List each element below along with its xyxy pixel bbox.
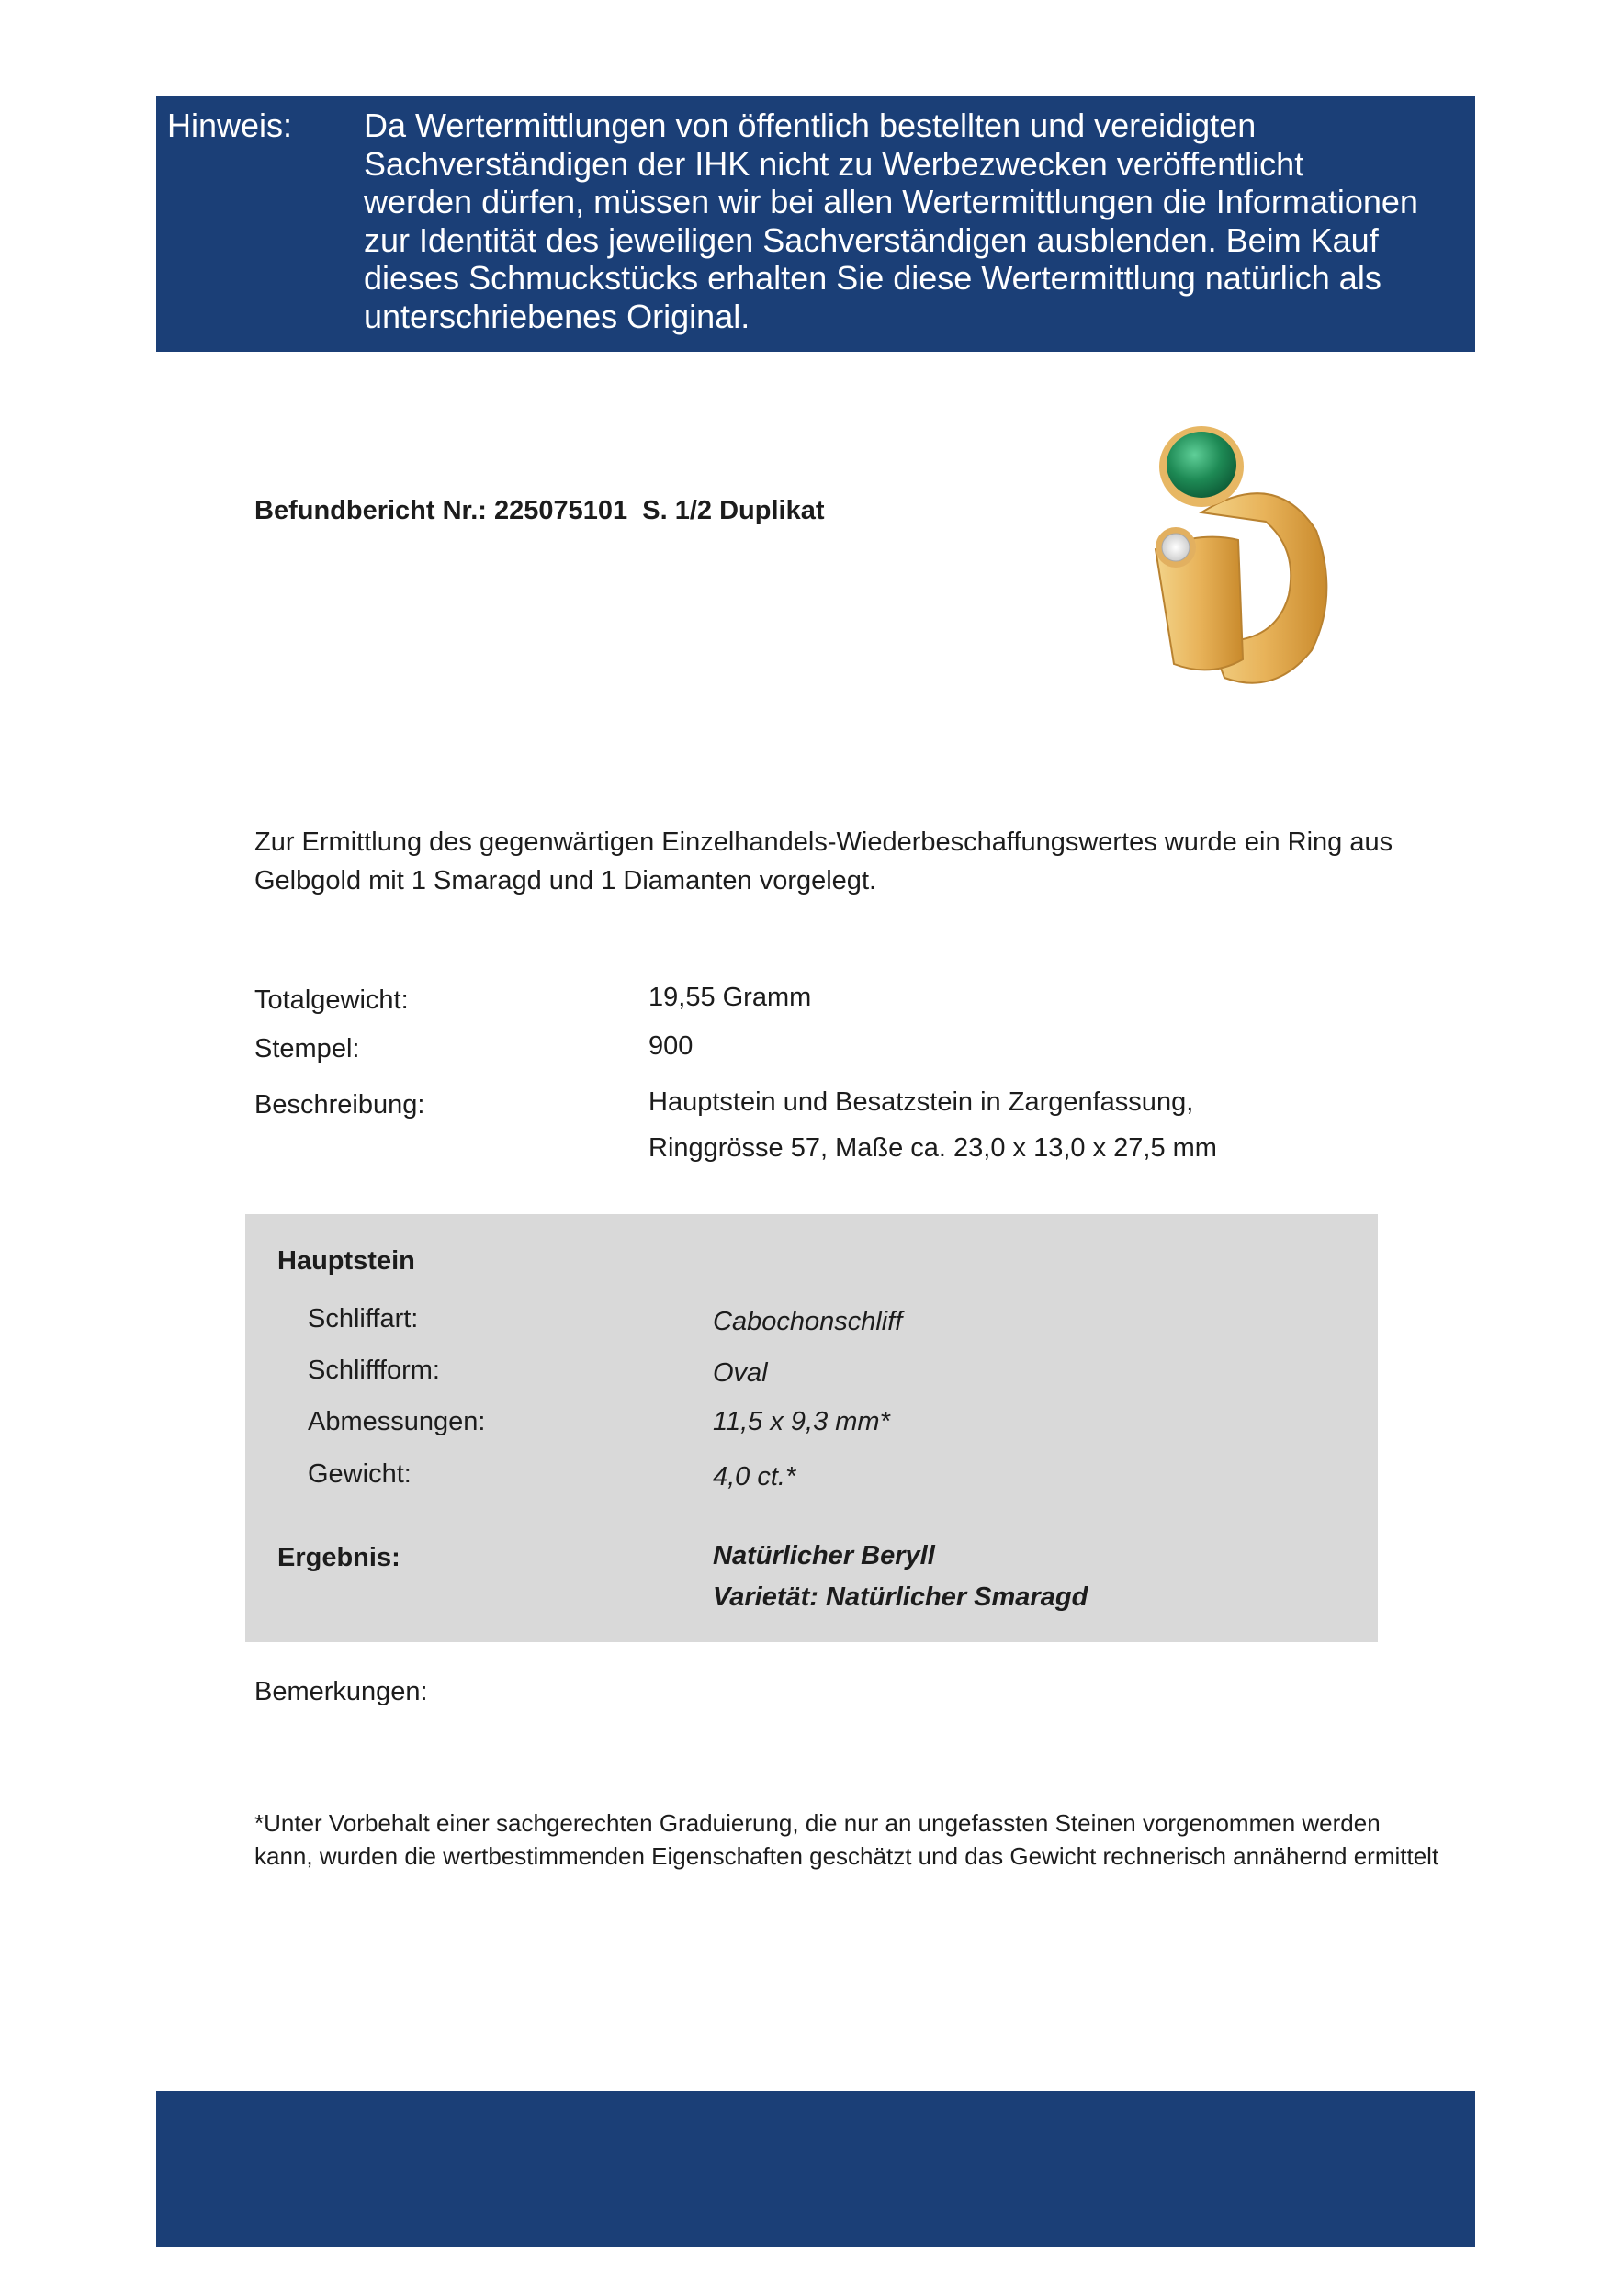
emerald-ring-image xyxy=(1137,411,1339,705)
mainstone-panel xyxy=(245,1214,1378,1642)
result-label: Ergebnis: xyxy=(277,1543,400,1572)
dimensions-value: 11,5 x 9,3 mm* xyxy=(713,1407,890,1436)
notice-text: Da Wertermittlungen von öffentlich bestellten und vereidigten Sachverständigen der IHK nicht zu Werbezwecken veröffentlicht werden dürfen, müssen wir bei allen Wertermittlungen die Informationen zur Identität des jeweiligen Sachverständigen ausblenden. Beim Kauf dieses Schmuckstücks erhalten Sie diese Wertermittlung natürlich als unterschriebenes Original. xyxy=(364,107,1418,335)
total-weight-label: Totalgewicht: xyxy=(254,985,409,1015)
shape-label: Schliffform: xyxy=(308,1356,440,1385)
mainstone-heading: Hauptstein xyxy=(277,1246,415,1276)
footnote: *Unter Vorbehalt einer sachgerechten Graduierung, die nur an ungefassten Steinen vorgenommen werden kann, wurden die wertbestimmenden Eigenschaften geschätzt und das Gewicht rechnerisch annähernd ermittelt xyxy=(254,1809,1439,1870)
description-line-2: Ringgrösse 57, Maße ca. 23,0 x 13,0 x 27,5 mm xyxy=(648,1133,1217,1163)
stamp-value: 900 xyxy=(648,1031,694,1061)
cut-label: Schliffart: xyxy=(308,1304,419,1334)
intro-paragraph: Zur Ermittlung des gegenwärtigen Einzelhandels-Wiederbeschaffungswertes wurde ein Ring aus Gelbgold mit 1 Smaragd und 1 Diamanten vorgelegt. xyxy=(254,827,1393,895)
stamp-label: Stempel: xyxy=(254,1034,360,1064)
shape-value: Oval xyxy=(713,1358,768,1388)
result-line-2: Varietät: Natürlicher Smaragd xyxy=(713,1582,1088,1612)
notice-banner xyxy=(156,96,1475,352)
dimensions-label: Abmessungen: xyxy=(308,1407,486,1436)
footer-band xyxy=(156,2091,1475,2247)
result-line-1: Natürlicher Beryll xyxy=(713,1541,935,1570)
total-weight-value: 19,55 Gramm xyxy=(648,983,812,1012)
description-label: Beschreibung: xyxy=(254,1090,425,1120)
cut-value: Cabochonschliff xyxy=(713,1307,903,1336)
notice-label: Hinweis: xyxy=(167,107,293,144)
stone-weight-value: 4,0 ct.* xyxy=(713,1462,796,1491)
report-title: Befundbericht Nr.: 225075101 S. 1/2 Duplikat xyxy=(254,496,825,525)
description-line-1: Hauptstein und Besatzstein in Zargenfassung, xyxy=(648,1087,1194,1117)
remarks-label: Bemerkungen: xyxy=(254,1677,428,1706)
stone-weight-label: Gewicht: xyxy=(308,1459,412,1489)
